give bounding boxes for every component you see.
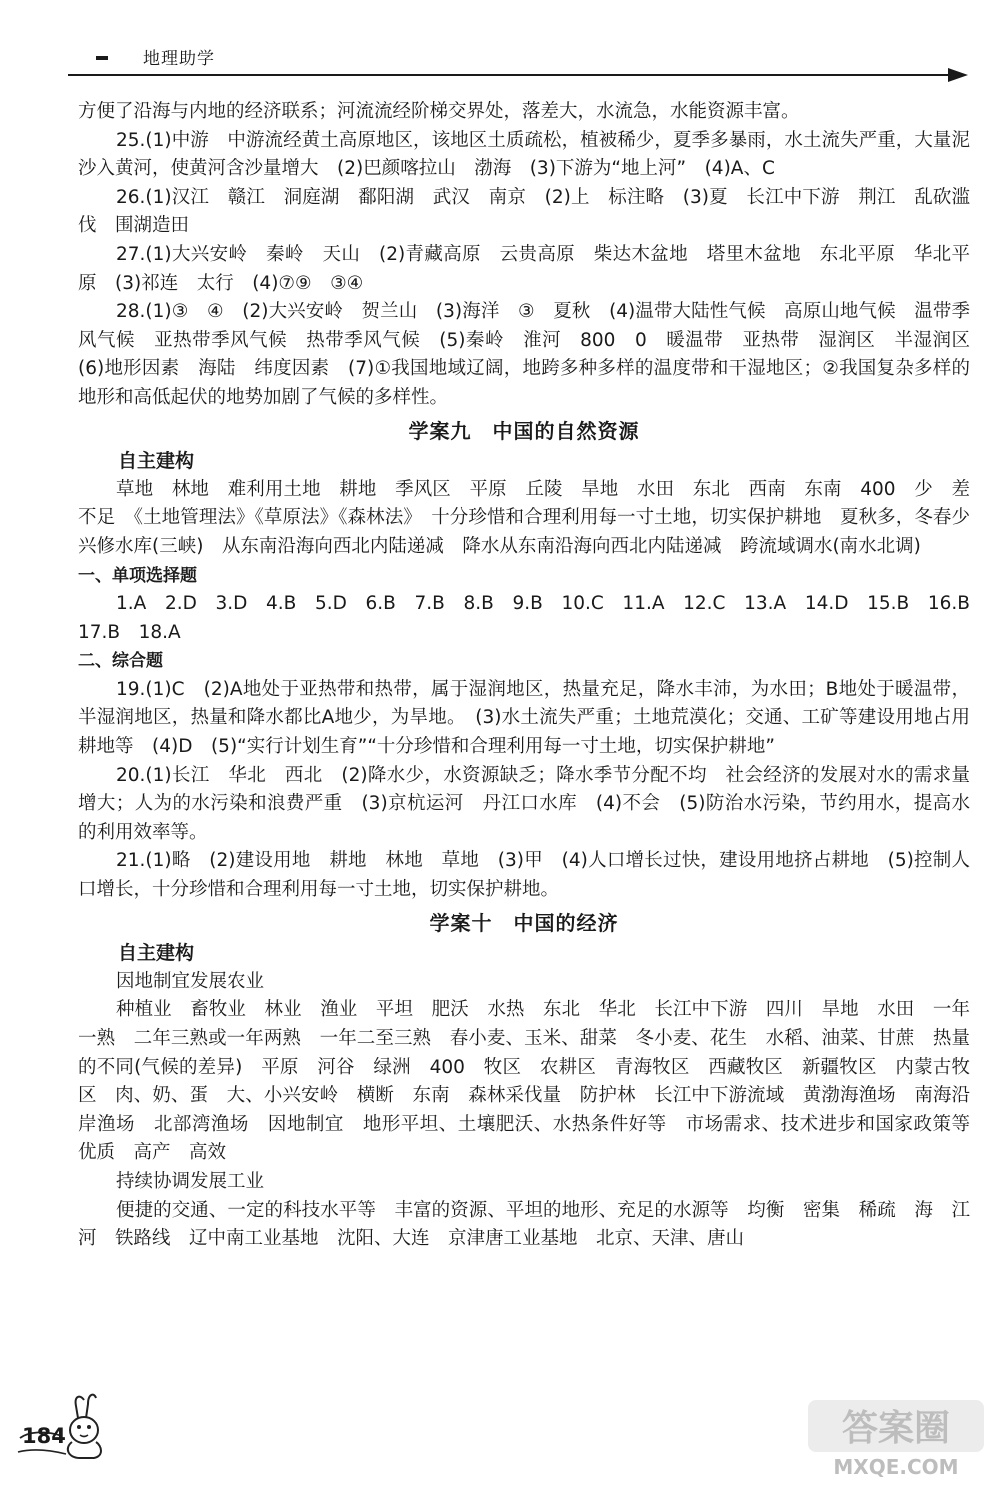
paragraph: 21.(1)略 (2)建设用地 耕地 林地 草地 (3)甲 (4)人口增长过快，建设用地挤占耕地 (5)控制人口增长，十分珍惜和合理利用每一寸土地，切实保护耕地。 — [78, 850, 970, 901]
header-arrow-icon — [948, 68, 968, 82]
paragraph: 25.(1)中游 中游流经黄土高原地区，该地区土质疏松，植被稀少，夏季多暴雨，水土流失严重，大量泥沙入黄河，使黄河含沙量增大 (2)巴颜喀拉山 渤海 (3)下游为“地上河” (4)A、C — [78, 129, 970, 180]
paragraph: 草地 林地 难利用土地 耕地 季风区 平原 丘陵 旱地 水田 东北 西南 东南 400 少 差 不足 《土地管理法》《草原法》《森林法》 十分珍惜和合理利用每一寸土地，切实保护耕地 夏秋多，冬春少 兴修水库(三峡) 从东南沿海向西北内陆递减 降水从东南沿海向西北内陆递减 跨流域调水(南水北调) — [78, 478, 989, 557]
paragraph: 方便了沿海与内地的经济联系；河流流经阶梯交界处，落差大，水流急，水能资源丰富。 — [78, 101, 800, 122]
paragraph: 1.A 2.D 3.D 4.B 5.D 6.B 7.B 8.B 9.B 10.C 11.A 12.C 13.A 14.D 15.B 16.B 17.B 18.A — [78, 593, 989, 643]
paragraph: 20.(1)长江 华北 西北 (2)降水少，水资源缺乏；降水季节分配不均 社会经济的发展对水的需求量增大；人为的水污染和浪费严重 (3)京杭运河 丹江口水库 (4)不会 (5)防治水污染，节约用水，提高水的利用效率等。 — [78, 764, 970, 843]
paragraph: 因地制宜发展农业 — [116, 970, 265, 992]
section-title: 学案十 中国的经济 — [429, 910, 619, 935]
header-rule — [68, 74, 953, 76]
question-group-title: 一、单项选择题 — [78, 565, 197, 586]
header-title: 地理助学 — [143, 49, 215, 69]
watermark-en: MXQE.COM — [833, 1455, 959, 1479]
paragraph: 19.(1)C (2)A地处于亚热带和热带，属于湿润地区，热量充足，降水丰沛，为水田；B地处于暖温带，半湿润地区，热量和降水都比A地少，为旱地。 (3)水土流失严重；土地荒漠化；交通、工矿等建设用地占用耕地等 (4)D (5)“实行计划生育”“十分珍惜和合理利用每一寸土地，切实保护耕地” — [78, 678, 970, 758]
subsection-title: 自主建构 — [118, 450, 195, 473]
watermark-stamp — [808, 1390, 988, 1480]
paragraph: 种植业 畜牧业 林业 渔业 平坦 肥沃 水热 东北 华北 长江中下游 四川 旱地 水田 一年一熟 二年三熟或一年两熟 一年二至三熟 春小麦、玉米、甜菜 冬小麦、花生 水稻、油菜、甘蔗 热量的不同(气候的差异) 平原 河谷 绿洲 400 牧区 农耕区 青海牧区 西藏牧区 新疆牧区 内蒙古牧区 肉、奶、蛋 大、小兴安岭 横断 东南 森林采伐量 防护林 长江中下游流域 黄渤海渔场 南海沿岸渔场 北部湾渔场 因地制宜 地形平坦、土壤肥沃、水热条件好等 市场需求、技术进步和国家政策等 优质 高产 高效 — [78, 999, 989, 1164]
page-footer — [14, 1392, 114, 1462]
paragraph: 28.(1)③ ④ (2)大兴安岭 贺兰山 (3)海洋 ③ 夏秋 (4)温带大陆性气候 高原山地气候 温带季风气候 亚热带季风气候 热带季风气候 (5)秦岭 淮河 800 0 暖温带 亚热带 湿润区 半湿润区 (6)地形因素 海陆 纬度因素 (7)①我国地域辽阔，地跨多种多样的温度带和干湿地区；②我国复杂多样的地形和高低起伏的地势加剧了气候的多样性。 — [78, 301, 989, 408]
header-dash — [96, 56, 108, 60]
page-header — [68, 42, 968, 78]
subsection-title: 自主建构 — [118, 942, 195, 965]
paragraph: 持续协调发展工业 — [116, 1170, 265, 1192]
paragraph: 27.(1)大兴安岭 秦岭 天山 (2)青藏高原 云贵高原 柴达木盆地 塔里木盆地 东北平原 华北平原 (3)祁连 太行 (4)⑦⑨ ③④ — [78, 243, 970, 294]
page-content — [78, 98, 989, 1254]
question-group-title: 二、综合题 — [78, 651, 163, 672]
page-number: 184 — [22, 1424, 66, 1448]
section-title: 学案九 中国的自然资源 — [408, 418, 640, 443]
watermark-logo — [808, 1390, 988, 1480]
paragraph: 26.(1)汉江 赣江 洞庭湖 鄱阳湖 武汉 南京 (2)上 标注略 (3)夏 长江中下游 荆江 乱砍滥伐 围湖造田 — [78, 186, 970, 237]
watermark-cn: 答案圈 — [841, 1408, 951, 1449]
paragraph: 便捷的交通、一定的科技水平等 丰富的资源、平坦的地形、充足的水源等 均衡 密集 稀疏 海 江河 铁路线 辽中南工业基地 沈阳、大连 京津唐工业基地 北京、天津、唐山 — [78, 1199, 970, 1250]
